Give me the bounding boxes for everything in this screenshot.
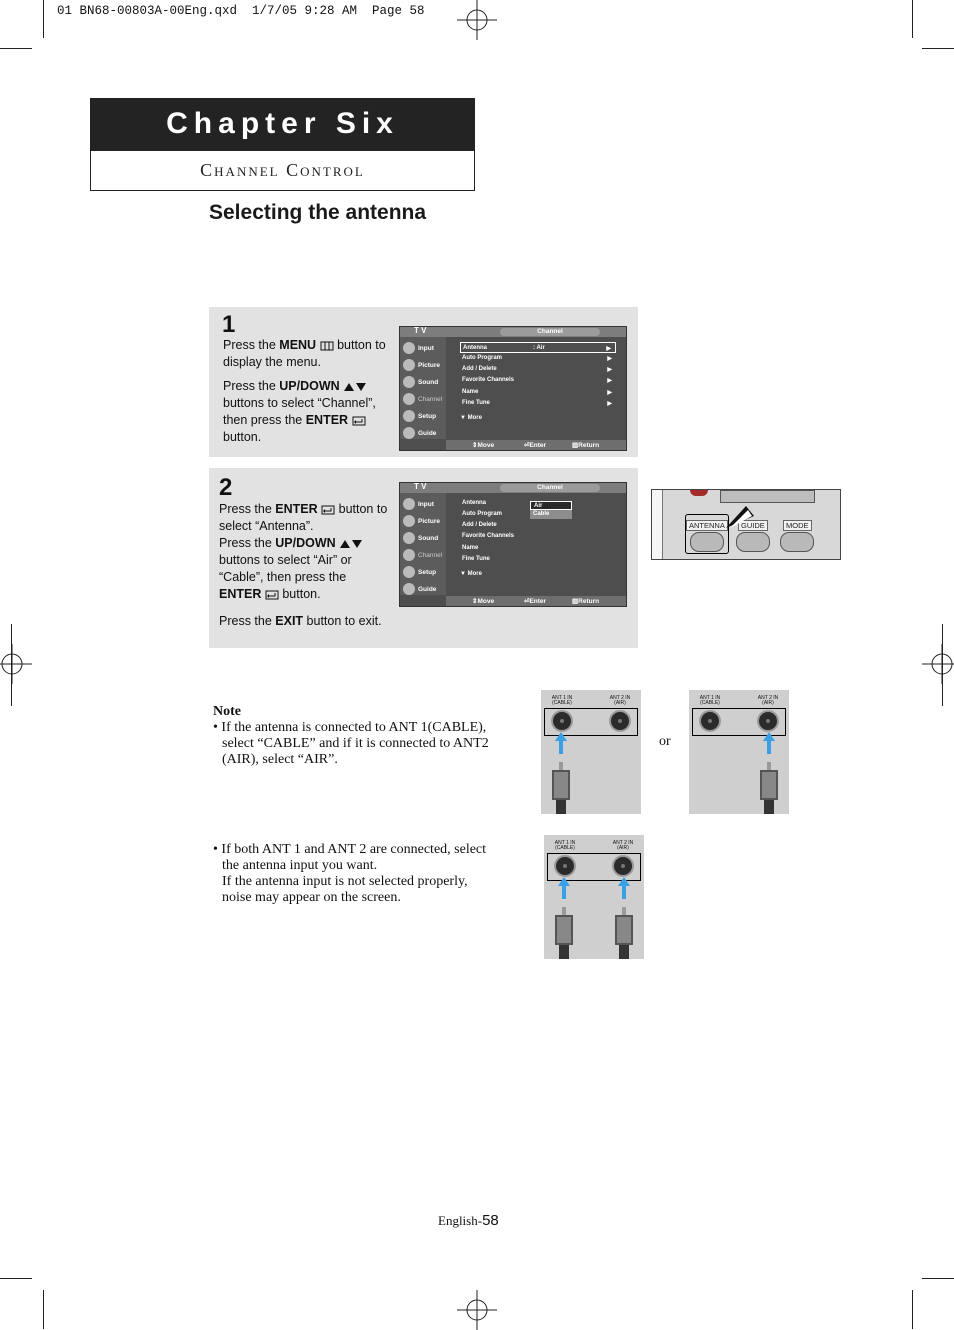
text-run: buttons to select “Channel”, then press the: [223, 396, 376, 427]
text-run: Press the: [223, 338, 280, 352]
registration-mark-icon: [457, 0, 497, 40]
osd-row-fine-tune: [460, 554, 616, 565]
osd-move-text: Move: [477, 442, 495, 449]
ant1-label: ANT 1 IN (CABLE): [554, 840, 576, 851]
note-title: Note: [213, 704, 241, 719]
connect-arrow-icon: [763, 732, 775, 754]
ant2-jack: [757, 710, 779, 732]
step-number: 1: [222, 311, 236, 338]
osd-row-label: Add / Delete: [462, 366, 497, 372]
osd-row-label: Name: [462, 545, 479, 551]
osd-row-antenna: [460, 342, 616, 353]
osd-tv-label: T V: [414, 482, 427, 491]
osd-side-label: Guide: [418, 586, 437, 593]
osd-row-label: Add / Delete: [462, 522, 497, 528]
crop-mark: [922, 48, 954, 49]
osd-return-text: Return: [578, 598, 600, 605]
osd-row-label: Antenna: [462, 500, 486, 506]
connect-arrow-icon: [555, 732, 567, 754]
crop-mark: [43, 1290, 44, 1329]
note-line: noise may appear on the screen.: [222, 890, 401, 905]
up-down-arrow-icon: [343, 382, 367, 392]
antenna-button-highlight: [685, 514, 729, 554]
note-line: (AIR), select “AIR”.: [222, 752, 338, 767]
note-bullet-1: [213, 720, 533, 768]
connect-arrow-icon: [618, 877, 630, 899]
connect-arrow-icon: [558, 877, 570, 899]
osd-side-label: Channel: [418, 396, 443, 403]
crop-mark: [942, 624, 943, 706]
enter-key-label: ENTER: [219, 587, 262, 601]
osd-row-label: Favorite Channels: [462, 533, 515, 539]
step-1-panel: [209, 307, 638, 457]
osd-enter-text: Enter: [529, 598, 547, 605]
osd-more-label: More: [467, 571, 482, 577]
crop-mark: [0, 48, 32, 49]
osd-tv-label: T V: [414, 326, 427, 335]
osd-side-label: Sound: [418, 535, 439, 542]
osd-side-label: Input: [418, 501, 434, 508]
step-number: 2: [219, 474, 233, 501]
ant2-jack: [609, 710, 631, 732]
updown-key-label: UP/DOWN: [279, 379, 340, 393]
input-icon: [403, 342, 415, 354]
coax-cable-icon: [552, 907, 576, 959]
osd-channel-tab: Channel: [500, 328, 600, 336]
registration-mark-icon: [914, 644, 954, 684]
enter-key-label: ENTER: [275, 502, 318, 516]
footer-language: English-: [438, 1213, 483, 1228]
osd-move-text: Move: [477, 598, 495, 605]
ant1-jack: [554, 855, 576, 877]
text-run: Press the: [219, 614, 276, 628]
remote-illustration: [651, 489, 841, 560]
text-run: Press the: [219, 502, 276, 516]
guide-icon: [403, 583, 415, 595]
step-2-panel: [209, 468, 638, 648]
note-line: • If both ANT 1 and ANT 2 are connected, select: [213, 842, 487, 857]
remote-guide-label: GUIDE: [738, 520, 768, 531]
guide-icon: [403, 427, 415, 439]
step-2-text: [219, 501, 391, 630]
text-run: Press the: [223, 379, 280, 393]
right-arrow-icon: ▶: [607, 401, 612, 407]
note-bullet-2: [213, 842, 533, 906]
osd-side-picture: [400, 357, 446, 373]
osd-side-label: Channel: [418, 552, 443, 559]
setup-icon: [403, 410, 415, 422]
text-run: button to select “Antenna”.: [219, 502, 388, 533]
chapter-title: Chapter Six: [91, 99, 474, 151]
setup-icon: [403, 566, 415, 578]
osd-move-label: ⇕ Move: [472, 442, 495, 449]
up-down-arrow-icon: [339, 539, 363, 549]
osd-more: [460, 415, 482, 421]
osd-sidebar: [400, 493, 446, 595]
ant1-label: ANT 1 IN (CABLE): [551, 695, 573, 706]
enter-button-icon: [265, 590, 279, 600]
osd-sidebar: [400, 337, 446, 439]
guide-button[interactable]: [736, 532, 770, 552]
exit-key-label: EXIT: [275, 614, 304, 628]
antenna-panel-ant2: [689, 690, 789, 814]
down-arrow-icon: ▼: [460, 571, 466, 577]
picture-icon: [403, 359, 415, 371]
osd-channel-tab: Channel: [500, 484, 600, 492]
osd-side-label: Picture: [418, 362, 441, 369]
osd-row-fine-tune: [460, 398, 616, 409]
enter-key-label: ENTER: [305, 413, 349, 427]
text-run: buttons to select “Air” or “Cable”, then press the: [219, 553, 352, 584]
note-line: If the antenna input is not selected properly,: [222, 874, 468, 889]
pointer-arrow-icon: [724, 500, 764, 530]
crop-mark: [912, 1290, 913, 1329]
osd-side-picture: [400, 513, 446, 529]
osd-side-label: Sound: [418, 379, 439, 386]
or-label: or: [659, 734, 671, 749]
sound-icon: [403, 532, 415, 544]
osd-side-guide: [400, 581, 446, 597]
osd-title-bar: [400, 327, 626, 337]
ant2-jack: [612, 855, 634, 877]
down-arrow-icon: ▼: [460, 415, 466, 421]
osd-side-sound: [400, 530, 446, 546]
remote-mode-label: MODE: [783, 520, 812, 531]
dropdown-option-air: Air: [530, 501, 572, 510]
text-run: button.: [282, 587, 321, 601]
osd-row-label: Fine Tune: [462, 400, 490, 406]
osd-row-label: Auto Program: [462, 511, 503, 517]
registration-mark-icon: [0, 644, 40, 684]
osd-enter-label: ⏎ Enter: [524, 442, 547, 449]
ant2-label: ANT 2 IN (AIR): [757, 695, 779, 706]
text-run: button.: [223, 430, 262, 444]
note-line: • If the antenna is connected to ANT 1(CABLE),: [213, 720, 487, 735]
osd-bottom-bar: [446, 596, 626, 606]
osd-row-favorite-channels: [460, 375, 616, 386]
remote-power-button: [690, 489, 708, 496]
osd-row-add-delete: [460, 520, 616, 531]
ant2-label: ANT 2 IN (AIR): [609, 695, 631, 706]
ant2-label: ANT 2 IN (AIR): [612, 840, 634, 851]
osd-move-label: ⇕ Move: [472, 598, 495, 605]
enter-button-icon: [352, 416, 366, 426]
osd-row-favorite-channels: [460, 531, 616, 542]
osd-return-label: ▥ Return: [572, 442, 600, 449]
section-title: Selecting the antenna: [209, 201, 427, 224]
osd-side-guide: [400, 425, 446, 441]
step-1-text: [223, 337, 391, 446]
osd-side-label: Setup: [418, 569, 437, 576]
text-run: Press the: [219, 536, 276, 550]
osd-side-sound: [400, 374, 446, 390]
osd-return-label: ▥ Return: [572, 598, 600, 605]
crop-mark: [11, 624, 12, 706]
text-run: button to display the menu.: [223, 338, 386, 369]
dropdown-option-cable: Cable: [533, 511, 550, 517]
osd-row-label: Auto Program: [462, 355, 503, 361]
menu-key-label: MENU: [279, 338, 317, 352]
osd-more: [460, 571, 482, 577]
osd-row-add-delete: [460, 364, 616, 375]
osd-row-name: [460, 387, 616, 398]
crop-mark: [43, 0, 44, 38]
osd-side-channel: [400, 547, 446, 563]
page-number: 58: [482, 1212, 499, 1229]
osd-menu-antenna-dropdown: [399, 482, 627, 607]
sound-icon: [403, 376, 415, 388]
osd-return-text: Return: [578, 442, 600, 449]
coax-cable-icon: [612, 907, 636, 959]
osd-side-input: [400, 340, 446, 356]
osd-row-label: Fine Tune: [462, 556, 490, 562]
right-arrow-icon: ▶: [607, 367, 612, 373]
osd-side-setup: [400, 564, 446, 580]
osd-side-label: Input: [418, 345, 434, 352]
osd-more-label: More: [467, 415, 482, 421]
input-icon: [403, 498, 415, 510]
osd-side-channel: [400, 391, 446, 407]
page-footer: [438, 1212, 499, 1229]
remote-antenna-label: ANTENNA: [686, 520, 728, 531]
osd-side-label: Setup: [418, 413, 437, 420]
chapter-header: [90, 98, 475, 191]
antenna-panel-both: [544, 835, 644, 959]
channel-icon: [403, 393, 415, 405]
registration-mark-icon: [457, 1290, 497, 1330]
antenna-panel-ant1: [541, 690, 641, 814]
right-arrow-icon: ▶: [607, 356, 612, 362]
coax-cable-icon: [549, 762, 573, 814]
chapter-subtitle: Channel Control: [200, 160, 365, 180]
mode-button[interactable]: [780, 532, 814, 552]
osd-menu-channel: [399, 326, 627, 451]
osd-row-value: : Air: [533, 345, 545, 351]
right-arrow-icon: ▶: [607, 390, 612, 396]
crop-mark: [0, 1278, 32, 1279]
ant1-jack: [699, 710, 721, 732]
ant1-label: ANT 1 IN (CABLE): [699, 695, 721, 706]
osd-side-setup: [400, 408, 446, 424]
antenna-dropdown: [530, 501, 572, 519]
updown-key-label: UP/DOWN: [275, 536, 336, 550]
osd-enter-label: ⏎ Enter: [524, 598, 547, 605]
right-arrow-icon: ▶: [606, 346, 611, 352]
osd-bottom-bar: [446, 440, 626, 450]
text-run: button to exit.: [303, 614, 382, 628]
coax-cable-icon: [757, 762, 781, 814]
menu-button-icon: [320, 341, 334, 351]
osd-row-label: Favorite Channels: [462, 377, 515, 383]
note-line: select “CABLE” and if it is connected to ANT2: [222, 736, 489, 751]
crop-mark: [922, 1278, 954, 1279]
picture-icon: [403, 515, 415, 527]
enter-button-icon: [321, 505, 335, 515]
right-arrow-icon: ▶: [607, 378, 612, 384]
channel-icon: [403, 549, 415, 561]
osd-side-input: [400, 496, 446, 512]
osd-row-name: [460, 543, 616, 554]
osd-title-bar: [400, 483, 626, 493]
remote-edge: [652, 490, 663, 559]
osd-side-label: Guide: [418, 430, 437, 437]
ant1-jack: [551, 710, 573, 732]
osd-row-label: Name: [462, 389, 479, 395]
osd-row-auto-program: [460, 353, 616, 364]
note-line: the antenna input you want.: [222, 858, 378, 873]
print-header: 01 BN68-00803A-00Eng.qxd 1/7/05 9:28 AM Page 58: [57, 4, 425, 18]
crop-mark: [912, 0, 913, 38]
osd-row-label: Antenna: [463, 345, 487, 351]
osd-side-label: Picture: [418, 518, 441, 525]
osd-enter-text: Enter: [529, 442, 547, 449]
